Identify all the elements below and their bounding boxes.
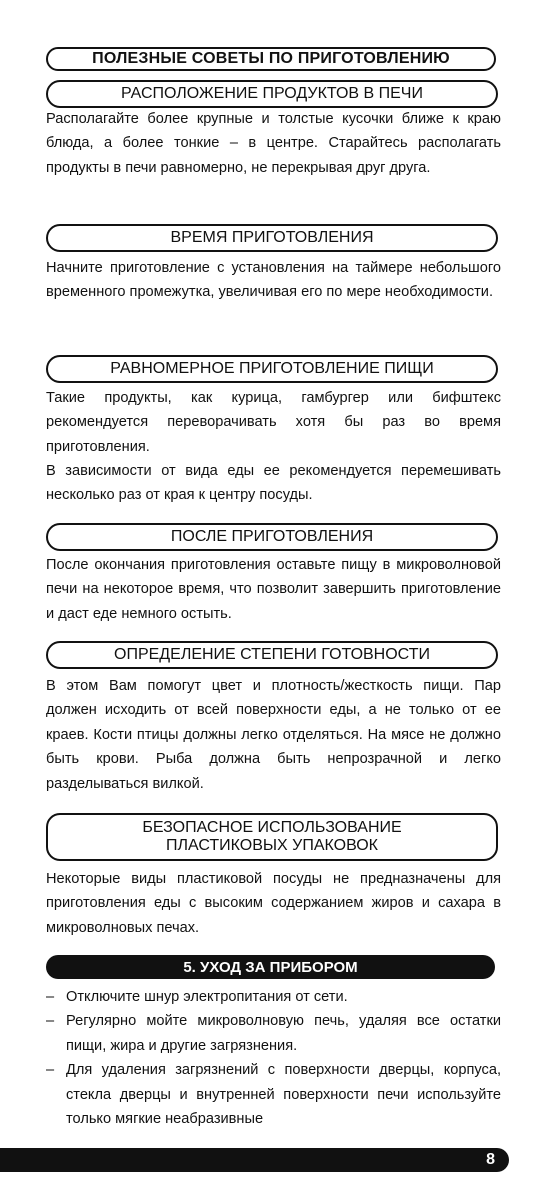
section-text-doneness: В этом Вам помогут цвет и плотность/жесткость пищи. Пар должен исходить от всей поверхности еды, а не только от ее краев. Кости птицы должны легко отделяться. На мясе не должно быть крови. Рыба должна быть непрозрачной и легко разделываться вилкой. (46, 678, 501, 792)
section-text-plastic: Некоторые виды пластиковой посуды не предназначены для приготовления еды с высоким содержанием жиров и сахара в микроволновых печах. (46, 871, 501, 936)
section-text-even-cooking: Такие продукты, как курица, гамбургер или бифштекс рекомендуется переворачивать хотя бы раз во время приготовления. (46, 390, 501, 455)
dash-bullet: – (46, 989, 55, 1005)
section-heading-text: РАСПОЛОЖЕНИЕ ПРОДУКТОВ В ПЕЧИ (121, 85, 423, 102)
list-item-text: Для удаления загрязнений с поверхности дверцы, корпуса, стекла дверцы и внутренней поверхности печи используйте только мягкие неабразивные (66, 1062, 501, 1128)
page-title-text: ПОЛЕЗНЫЕ СОВЕТЫ ПО ПРИГОТОВЛЕНИЮ (92, 50, 450, 67)
section-heading-after-cooking (46, 523, 498, 551)
section-text-cooking-time: Начните приготовление с установления на таймере небольшого временного промежутка, увеличивая его по мере необходимости. (46, 260, 501, 301)
section-heading-even-cooking (46, 355, 498, 383)
section-heading-text: ОПРЕДЕЛЕНИЕ СТЕПЕНИ ГОТОВНОСТИ (114, 646, 430, 663)
section-text-after-cooking: После окончания приготовления оставьте пищу в микроволновой печи на некоторое время, что позволит завершить приготовление и даст еде немного остыть. (46, 557, 501, 622)
list-item-text: Отключите шнур электропитания от сети. (66, 989, 348, 1005)
care-section-title-text: 5. УХОД ЗА ПРИБОРОМ (183, 958, 358, 976)
page-title (46, 47, 496, 71)
list-item (46, 1009, 501, 1058)
section-heading-placement (46, 80, 498, 108)
footer-bar (0, 1148, 509, 1172)
section-heading-doneness (46, 641, 498, 669)
section-heading-plastic (46, 813, 498, 861)
section-heading-cooking-time (46, 224, 498, 252)
page-number: 8 (486, 1151, 495, 1168)
section-heading-text-line1: БЕЗОПАСНОЕ ИСПОЛЬЗОВАНИЕ (142, 819, 402, 836)
care-section-title (46, 955, 495, 979)
list-item-text: Регулярно мойте микроволновую печь, удаляя все остатки пищи, жира и другие загрязнения. (66, 1013, 501, 1054)
section-heading-text: ПОСЛЕ ПРИГОТОВЛЕНИЯ (170, 528, 374, 545)
section-text-even-cooking-2: В зависимости от вида еды ее рекомендуется перемешивать несколько раз от края к центру посуды. (46, 463, 501, 504)
list-item (46, 985, 501, 1009)
section-heading-text-line2: ПЛАСТИКОВЫХ УПАКОВОК (166, 837, 378, 854)
section-heading-text: РАВНОМЕРНОЕ ПРИГОТОВЛЕНИЕ ПИЩИ (110, 360, 434, 377)
dash-bullet: – (46, 1013, 55, 1030)
section-heading-text: ВРЕМЯ ПРИГОТОВЛЕНИЯ (170, 229, 374, 246)
dash-bullet: – (46, 1062, 55, 1079)
care-list (46, 985, 501, 1131)
section-text-placement: Располагайте более крупные и толстые кусочки ближе к краю блюда, а более тонкие – в центре. Старайтесь располагать продукты в печи равномерно, не перекрывая друг друга. (46, 111, 501, 176)
list-item (46, 1058, 501, 1131)
